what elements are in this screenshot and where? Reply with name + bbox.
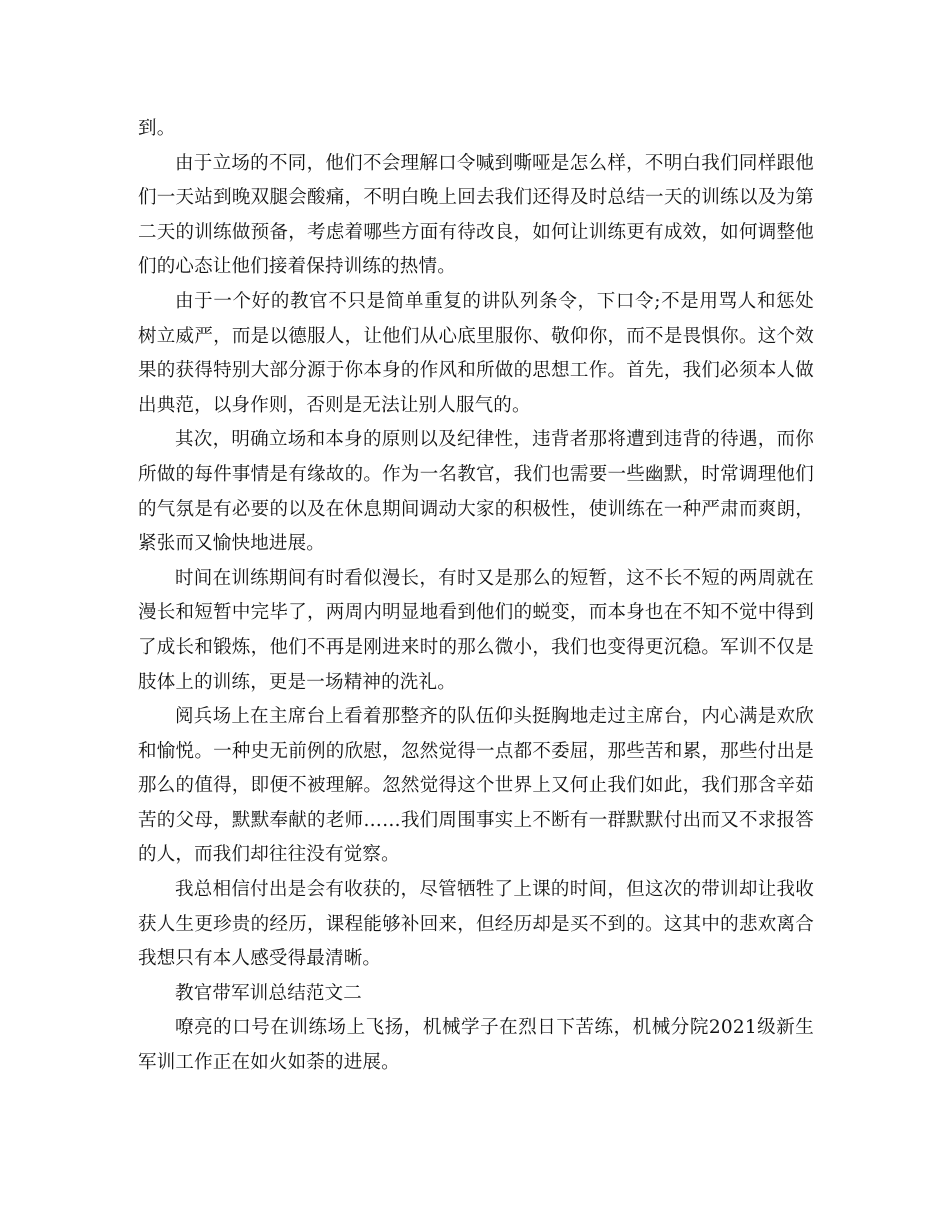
paragraph-principles-humor: 其次，明确立场和本身的原则以及纪律性，违背者那将遭到违背的待遇，而你所做的每件事情是有缘故的。作为一名教官，我们也需要一些幽默，时常调理他们的气氛是有必要的以及在休息期间调动大家的积极性，使训练在一种严肃而爽朗，紧张而又愉快地进展。 (138, 429, 814, 555)
paragraph-stance-difference: 由于立场的不同，他们不会理解口令喊到嘶哑是怎么样，不明白我们同样跟他们一天站到晚双腿会酸痛，不明白晚上回去我们还得及时总结一天的训练以及为第二天的训练做预备，考虑着哪些方面有待改良，如何让训练更有成效，如何调整他们的心态让他们接着保持训练的热情。 (138, 152, 814, 278)
paragraph-continuation: 到。 (138, 118, 176, 139)
paragraph-reward: 我总相信付出是会有收获的，尽管牺牲了上课的时间，但这次的带训却让我收获人生更珍贵的经历，课程能够补回来，但经历却是买不到的。这其中的悲欢离合我想只有本人感受得最清晰。 (138, 879, 814, 970)
document-body (138, 112, 814, 1081)
section-heading: 教官带军训总结范文二 (175, 982, 363, 1004)
paragraph-parade: 阅兵场上在主席台上看着那整齐的队伍仰头挺胸地走过主席台，内心满是欢欣和愉悦。一种史无前例的欣慰，忽然觉得一点都不委屈，那些苦和累，那些付出是那么的值得，即便不被理解。忽然觉得这个世界上又何止我们如此，我们那含辛茹苦的父母，默默奉献的老师……我们周围事实上不断有一群默默付出而又不求报答的人，而我们却往往没有觉察。 (138, 706, 814, 866)
paragraph-good-instructor: 由于一个好的教官不只是简单重复的讲队列条令，下口令;不是用骂人和惩处树立威严，而是以德服人，让他们从心底里服你、敬仰你，而不是畏惧你。这个效果的获得特别大部分源于你本身的作风和所做的思想工作。首先，我们必须本人做出典范，以身作则，否则是无法让别人服气的。 (138, 290, 814, 416)
paragraph-time-growth: 时间在训练期间有时看似漫长，有时又是那么的短暂，这不长不短的两周就在漫长和短暂中完毕了，两周内明显地看到他们的蜕变，而本身也在不知不觉中得到了成长和锻炼，他们不再是刚进来时的那么微小，我们也变得更沉稳。军训不仅是肢体上的训练，更是一场精神的洗礼。 (138, 567, 814, 693)
paragraph-training-field: 嘹亮的口号在训练场上飞扬，机械学子在烈日下苦练，机械分院2021级新生军训工作正在如火如荼的进展。 (138, 1017, 814, 1074)
